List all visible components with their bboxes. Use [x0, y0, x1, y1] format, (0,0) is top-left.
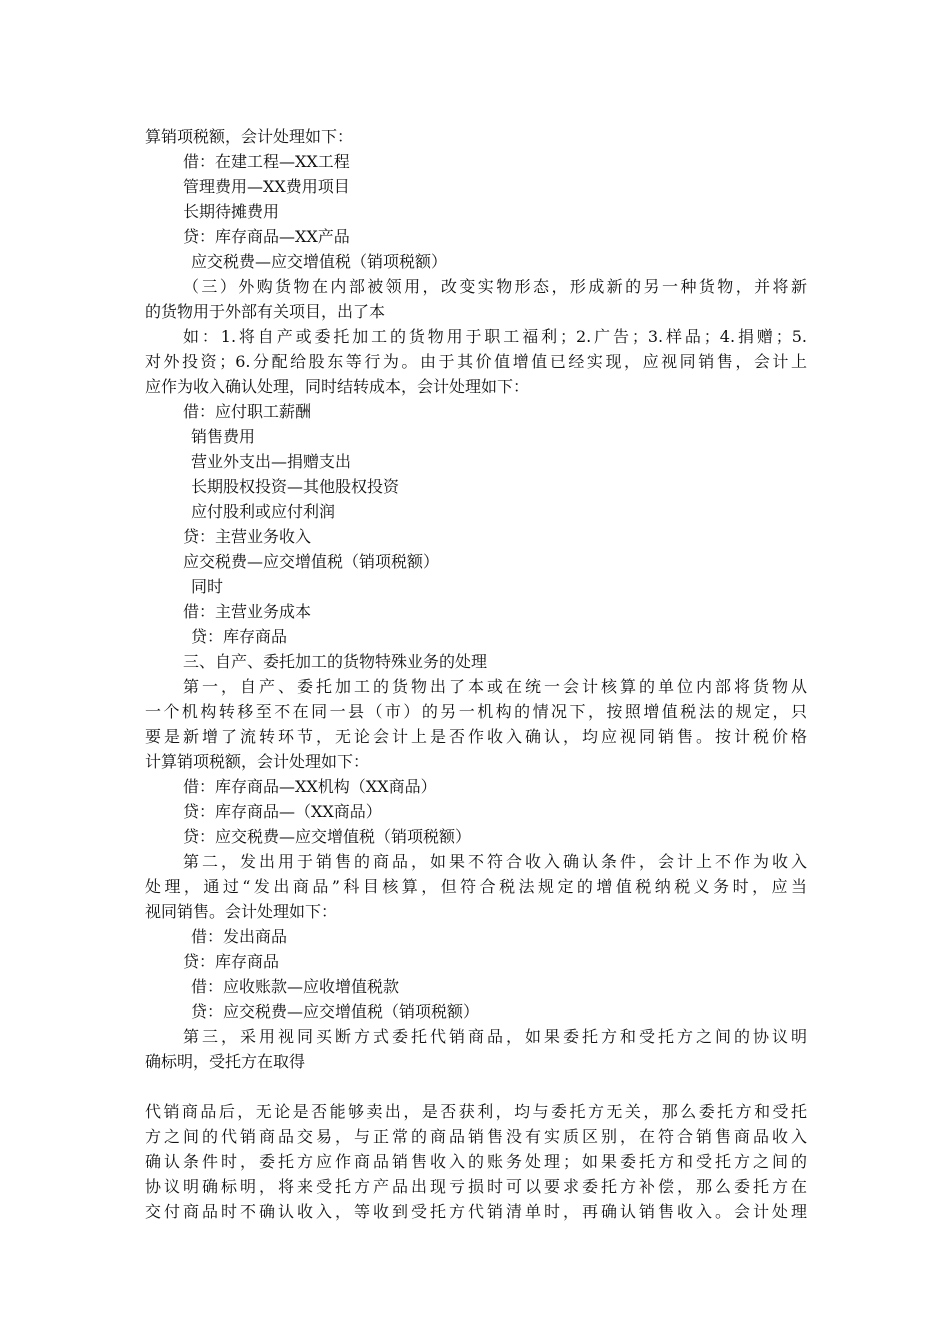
text-line: 长期股权投资—其他股权投资	[191, 477, 400, 496]
text-line: 管理费用—XX费用项目	[183, 177, 350, 196]
text-line: （三）外购货物在内部被领用，改变实物形态，形成新的另一种货物，并将新	[183, 277, 807, 296]
text-line: 贷：库存商品—XX产品	[183, 227, 350, 246]
text-line: 应付股利或应付利润	[191, 502, 336, 521]
text-line: 借：主营业务成本	[183, 602, 312, 621]
text-line: 应作为收入确认处理，同时结转成本，会计处理如下：	[145, 377, 530, 396]
text-line: 贷：主营业务收入	[183, 527, 312, 546]
text-line: 第一，自产、委托加工的货物出了本或在统一会计核算的单位内部将货物从	[183, 677, 807, 696]
text-line: 借：应付职工薪酬	[183, 402, 312, 421]
text-line: 借：应收账款—应收增值税款	[191, 977, 400, 996]
text-line: 协议明确标明，将来受托方产品出现亏损时可以要求委托方补偿，那么委托方在	[145, 1177, 807, 1196]
text-line: 贷：库存商品	[191, 627, 288, 646]
text-line: 借：发出商品	[191, 927, 288, 946]
text-line: 确标明，受托方在取得	[145, 1052, 306, 1071]
text-line: 应交税费—应交增值税（销项税额）	[183, 552, 440, 571]
text-line: 视同销售。会计处理如下：	[145, 902, 338, 921]
section-heading: 三、自产、委托加工的货物特殊业务的处理	[183, 652, 488, 671]
text-line: 第三，采用视同买断方式委托代销商品，如果委托方和受托方之间的协议明	[183, 1027, 807, 1046]
text-line: 要是新增了流转环节，无论会计上是否作收入确认，均应视同销售。按计税价格	[145, 727, 807, 746]
text-line: 贷：库存商品—（XX商品）	[183, 802, 382, 821]
text-line: 贷：应交税费—应交增值税（销项税额）	[183, 827, 472, 846]
text-line: 的货物用于外部有关项目，出了本	[145, 302, 386, 321]
text-line: 第二，发出用于销售的商品，如果不符合收入确认条件，会计上不作为收入	[183, 852, 807, 871]
text-line: 确认条件时，委托方应作商品销售收入的账务处理；如果委托方和受托方之间的	[145, 1152, 807, 1171]
text-line: 销售费用	[191, 427, 256, 446]
text-line: 贷：库存商品	[183, 952, 280, 971]
text-line: 计算销项税额，会计处理如下：	[145, 752, 370, 771]
text-line: 应交税费—应交增值税（销项税额）	[191, 252, 448, 271]
text-line: 贷：应交税费—应交增值税（销项税额）	[191, 1002, 480, 1021]
text-line: 处理，通过“发出商品”科目核算，但符合税法规定的增值税纳税义务时，应当	[145, 877, 807, 896]
text-line: 营业外支出—捐赠支出	[191, 452, 352, 471]
text-line: 方之间的代销商品交易，与正常的商品销售没有实质区别，在符合销售商品收入	[145, 1127, 807, 1146]
text-line: 一个机构转移至不在同一县（市）的另一机构的情况下，按照增值税法的规定，只	[145, 702, 807, 721]
text-line: 对外投资；6.分配给股东等行为。由于其价值增值已经实现，应视同销售，会计上	[145, 352, 807, 371]
text-line: 如：1.将自产或委托加工的货物用于职工福利；2.广告；3.样品；4.捐赠；5.	[183, 327, 807, 346]
text-line: 借：库存商品—XX机构（XX商品）	[183, 777, 437, 796]
text-line: 代销商品后，无论是否能够卖出，是否获利，均与委托方无关，那么委托方和受托	[145, 1102, 807, 1121]
text-line: 算销项税额，会计处理如下：	[145, 127, 354, 146]
text-line: 交付商品时不确认收入，等收到受托方代销清单时，再确认销售收入。会计处理	[145, 1202, 807, 1221]
text-line: 长期待摊费用	[183, 202, 280, 221]
text-line: 借：在建工程—XX工程	[183, 152, 350, 171]
text-line: 同时	[191, 577, 224, 596]
